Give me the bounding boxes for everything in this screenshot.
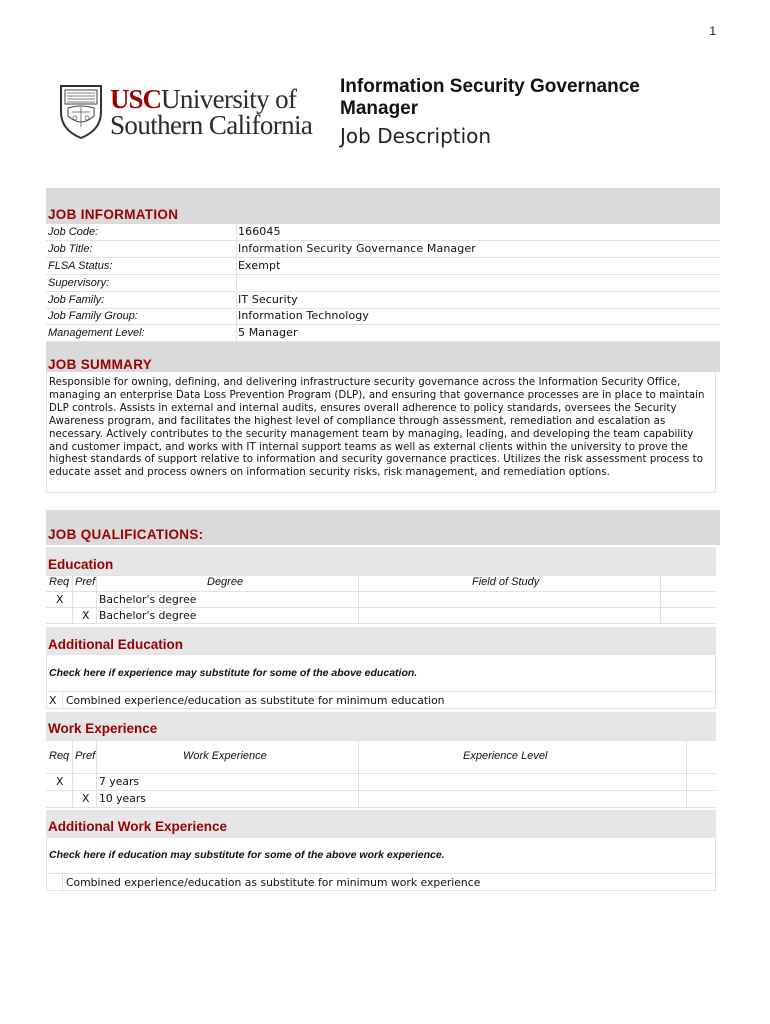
info-column-divider: [236, 224, 237, 342]
grid-line: [46, 790, 716, 791]
grid-line: [46, 655, 47, 709]
grid-line: [72, 575, 73, 623]
education-header-req: Req: [49, 576, 70, 588]
work-row-experience: 10 years: [99, 792, 146, 805]
education-heading: Education: [48, 557, 114, 572]
info-value: Information Security Governance Manager: [238, 242, 476, 255]
grid-line: [686, 740, 687, 807]
grid-line: [46, 807, 716, 808]
grid-line: [46, 838, 47, 891]
education-band: [46, 547, 716, 575]
info-label: Supervisory:: [48, 277, 110, 289]
education-row-pref: X: [82, 609, 90, 622]
additional-education-heading: Additional Education: [48, 637, 183, 652]
grid-line: [46, 691, 716, 692]
info-label: Job Family:: [48, 294, 105, 306]
grid-line: [96, 740, 97, 807]
job-information-heading: JOB INFORMATION: [48, 207, 179, 222]
grid-line: [46, 607, 716, 608]
grid-line: [46, 708, 716, 709]
education-row-degree: Bachelor's degree: [99, 609, 197, 622]
grid-line: [358, 740, 359, 807]
job-summary-heading: JOB SUMMARY: [48, 357, 153, 372]
info-label: Job Family Group:: [48, 310, 138, 322]
work-header-pref: Pref: [75, 750, 96, 762]
grid-line: [72, 740, 73, 807]
additional-education-checkbox[interactable]: X: [49, 694, 57, 707]
job-qualifications-heading: JOB QUALIFICATIONS:: [48, 527, 204, 542]
grid-line: [46, 591, 716, 592]
info-label: Management Level:: [48, 327, 145, 339]
info-value: Exempt: [238, 259, 281, 272]
logo-wordmark-line1: [110, 86, 296, 113]
grid-line: [96, 575, 97, 623]
info-value: 5 Manager: [238, 326, 298, 339]
info-value: 166045: [238, 225, 281, 238]
additional-education-text: Combined experience/education as substitute for minimum education: [66, 694, 445, 707]
education-header-field: Field of Study: [472, 576, 540, 588]
work-row-pref: X: [82, 792, 90, 805]
job-title-heading: Information Security Governance Manager: [340, 76, 640, 119]
usc-seal-icon: [58, 82, 104, 140]
info-row: [46, 308, 720, 325]
additional-work-experience-text: Combined experience/education as substitute for minimum work experience: [66, 876, 481, 889]
additional-education-check-label: Check here if experience may substitute for some of the above education.: [49, 667, 418, 679]
info-label: Job Code:: [48, 226, 99, 238]
grid-line: [46, 740, 716, 741]
info-value: IT Security: [238, 293, 298, 306]
grid-line: [660, 575, 661, 623]
logo-university: University of: [161, 84, 297, 114]
grid-line: [46, 873, 716, 874]
usc-logo: [58, 82, 326, 142]
education-row-req: X: [56, 593, 64, 606]
work-header-req: Req: [49, 750, 70, 762]
info-label: Job Title:: [48, 243, 93, 255]
grid-line: [62, 691, 63, 708]
info-row: [46, 292, 720, 309]
info-row: [46, 325, 720, 342]
document-title: [340, 76, 700, 150]
info-row: [46, 224, 720, 241]
job-description-subtitle: Job Description: [340, 124, 492, 148]
page-number: 1: [709, 24, 716, 38]
grid-line: [46, 623, 716, 624]
info-row: [46, 258, 720, 275]
logo-wordmark-line2: Southern California: [110, 110, 313, 140]
grid-line: [46, 575, 716, 576]
work-experience-heading: Work Experience: [48, 721, 158, 736]
work-row-experience: 7 years: [99, 775, 140, 788]
grid-line: [358, 575, 359, 623]
education-row-degree: Bachelor's degree: [99, 593, 197, 606]
info-row: [46, 275, 720, 292]
education-header-pref: Pref: [75, 576, 96, 588]
grid-line: [46, 773, 716, 774]
education-header-degree: Degree: [207, 576, 244, 588]
logo-usc: USC: [110, 84, 162, 114]
info-row: [46, 241, 720, 258]
grid-line: [715, 655, 716, 709]
work-header-level: Experience Level: [463, 750, 548, 762]
job-summary-text: Responsible for owning, defining, and delivering infrastructure security governance across the Information Security Office, managing an enterprise Data Loss Prevention Program (DLP), and ensuring that governance processes are in place to maintain DLP controls. Assists in external and internal audits, ensures overall adherence to policy standards, oversees the Security Awareness program, and facilitates the highest level of compliance through assessment, remediation and escalation as necessary. Actively contributes to the security management team by managing, leading, and developing the team capability and customer impact, and works with IT internal support teams as well as external clients within the university to prove the highest standards of support relative to information and security governance practices. Utilizes the risk assessment process to educate asset and process owners on information security risks, risk management, and remediation options.: [49, 377, 705, 479]
grid-line: [715, 838, 716, 891]
info-label: FLSA Status:: [48, 260, 113, 272]
additional-work-experience-heading: Additional Work Experience: [48, 819, 228, 834]
grid-line: [46, 890, 716, 891]
info-value: Information Technology: [238, 309, 369, 322]
work-header-experience: Work Experience: [183, 750, 267, 762]
work-row-req: X: [56, 775, 64, 788]
grid-line: [62, 873, 63, 890]
additional-work-experience-check-label: Check here if education may substitute for some of the above work experience.: [49, 849, 445, 861]
